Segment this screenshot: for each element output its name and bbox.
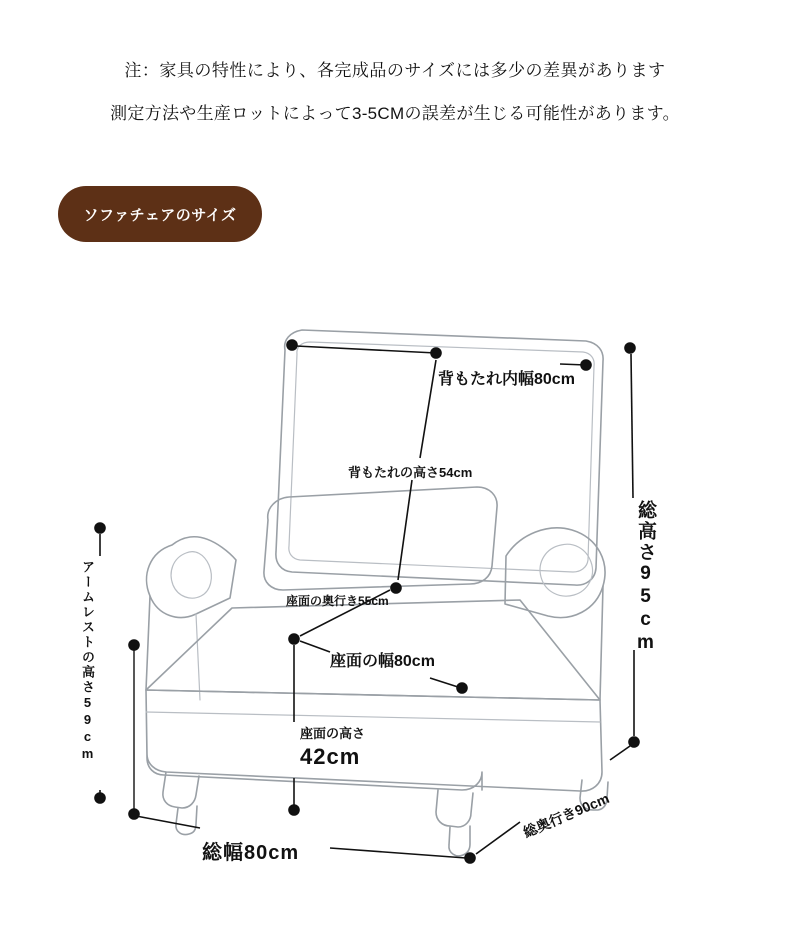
dim-label-armrest-height: アームレストの高さ59cm [80, 560, 95, 763]
dim-label-seat-height-value: 42cm [300, 743, 361, 769]
dim-label-back-height: 背もたれの高さ54cm [348, 465, 473, 480]
dim-line-back-inner-width [296, 346, 436, 353]
dim-label-total-height: 総高さ95cm [635, 500, 656, 655]
section-title-label: ソファチェアのサイズ [83, 206, 237, 224]
note-line-1: 注：家具の特性により、各完成品のサイズには多少の差異があります [124, 61, 666, 80]
dim-line-total-depth [476, 822, 520, 854]
dim-line-total-height [631, 354, 633, 498]
dim-label-seat-depth: 座面の奥行き55cm [286, 594, 389, 608]
dim-label-seat-height [300, 726, 365, 770]
dim-label-seat-height-text: 座面の高さ [300, 726, 366, 741]
dim-label-total-width: 総幅80cm [202, 842, 300, 864]
note-line-2: 測定方法や生産ロットによって3-5CMの誤差が生じる可能性があります。 [110, 103, 680, 123]
dim-line-back-height [420, 360, 436, 458]
dim-line-seat-width [300, 641, 330, 652]
dim-label-total-depth: 総奥行き90cm [520, 789, 612, 841]
dim-label-seat-width: 座面の幅80cm [330, 653, 435, 670]
dim-line-total-width [136, 816, 200, 828]
dim-label-back-inner-width: 背もたれ内幅80cm [438, 371, 575, 388]
